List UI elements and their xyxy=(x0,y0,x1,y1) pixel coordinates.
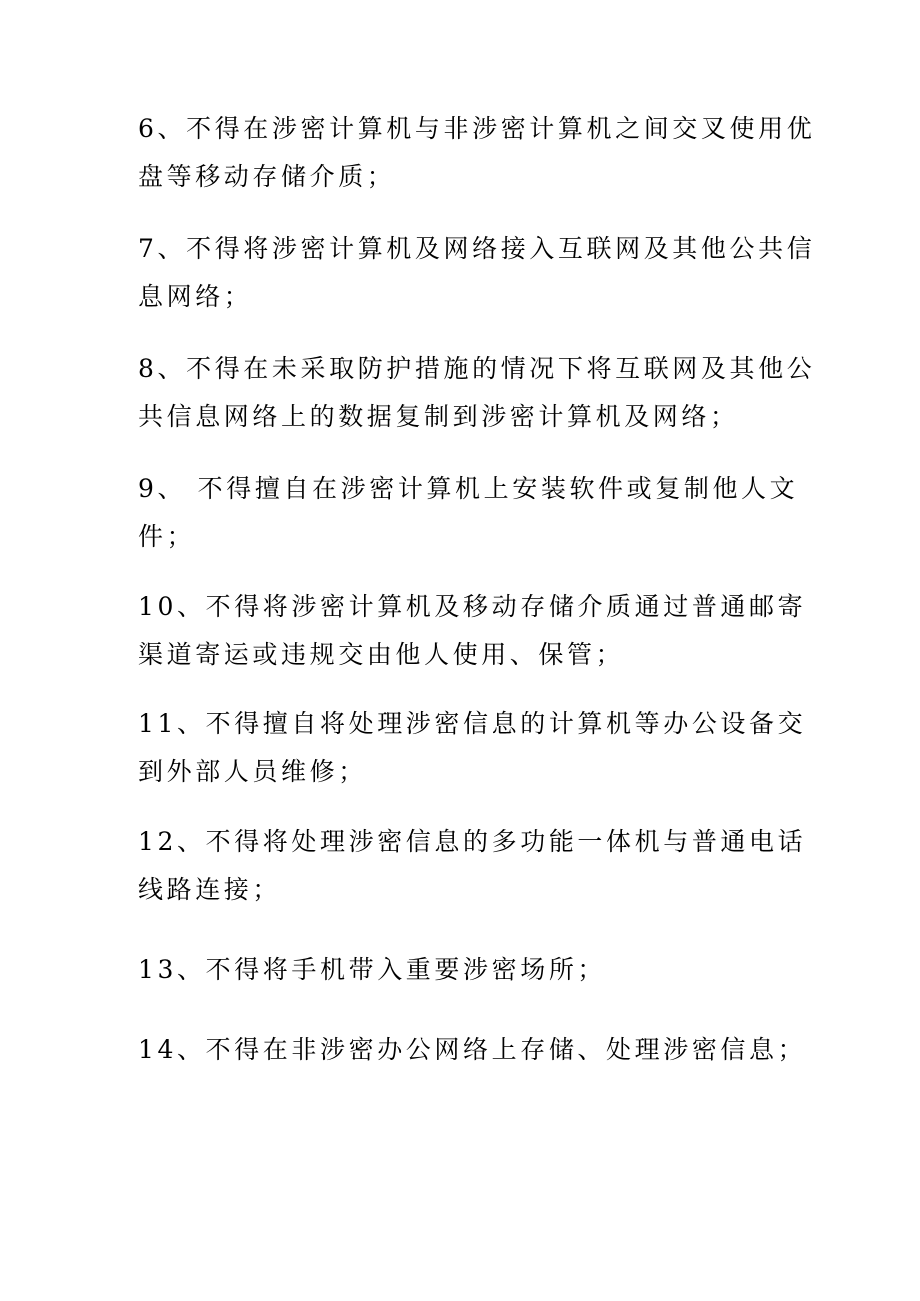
rule-item-12 xyxy=(138,818,807,914)
rule-line: 共信息网络上的数据复制到涉密计算机及网络； xyxy=(138,402,739,431)
rule-item-13 xyxy=(138,946,788,994)
rule-line: 渠道寄运或违规交由他人使用、保管； xyxy=(138,640,625,669)
rule-line: 到外部人员维修； xyxy=(138,757,367,786)
rule-line: 6、不得在涉密计算机与非涉密计算机之间交叉使用优 xyxy=(138,114,816,143)
rule-line: 7、不得将涉密计算机及网络接入互联网及其他公共信 xyxy=(138,234,816,263)
rule-line: 盘等移动存储介质； xyxy=(138,162,396,191)
rule-item-9 xyxy=(138,465,799,561)
rule-line: 8、不得在未采取防护措施的情况下将互联网及其他公 xyxy=(138,354,816,383)
rule-line: 件； xyxy=(138,522,196,551)
rule-item-7 xyxy=(138,225,816,321)
rule-line: 12、不得将处理涉密信息的多功能一体机与普通电话 xyxy=(138,827,807,856)
rule-item-11 xyxy=(138,700,807,796)
rule-line: 11、不得擅自将处理涉密信息的计算机等办公设备交 xyxy=(138,709,807,738)
rule-item-6 xyxy=(138,105,816,201)
rule-item-8 xyxy=(138,345,816,441)
rule-line: 10、不得将涉密计算机及移动存储介质通过普通邮寄 xyxy=(138,592,807,621)
rule-item-10 xyxy=(138,583,807,679)
rule-line: 息网络； xyxy=(138,282,253,311)
rule-line: 线路连接； xyxy=(138,875,282,904)
rule-item-14 xyxy=(138,1026,807,1074)
rule-line: 13、不得将手机带入重要涉密场所； xyxy=(138,955,607,984)
rule-line: 9、 不得擅自在涉密计算机上安装软件或复制他人文 xyxy=(138,474,799,503)
rule-line: 14、不得在非涉密办公网络上存储、处理涉密信息； xyxy=(138,1035,807,1064)
